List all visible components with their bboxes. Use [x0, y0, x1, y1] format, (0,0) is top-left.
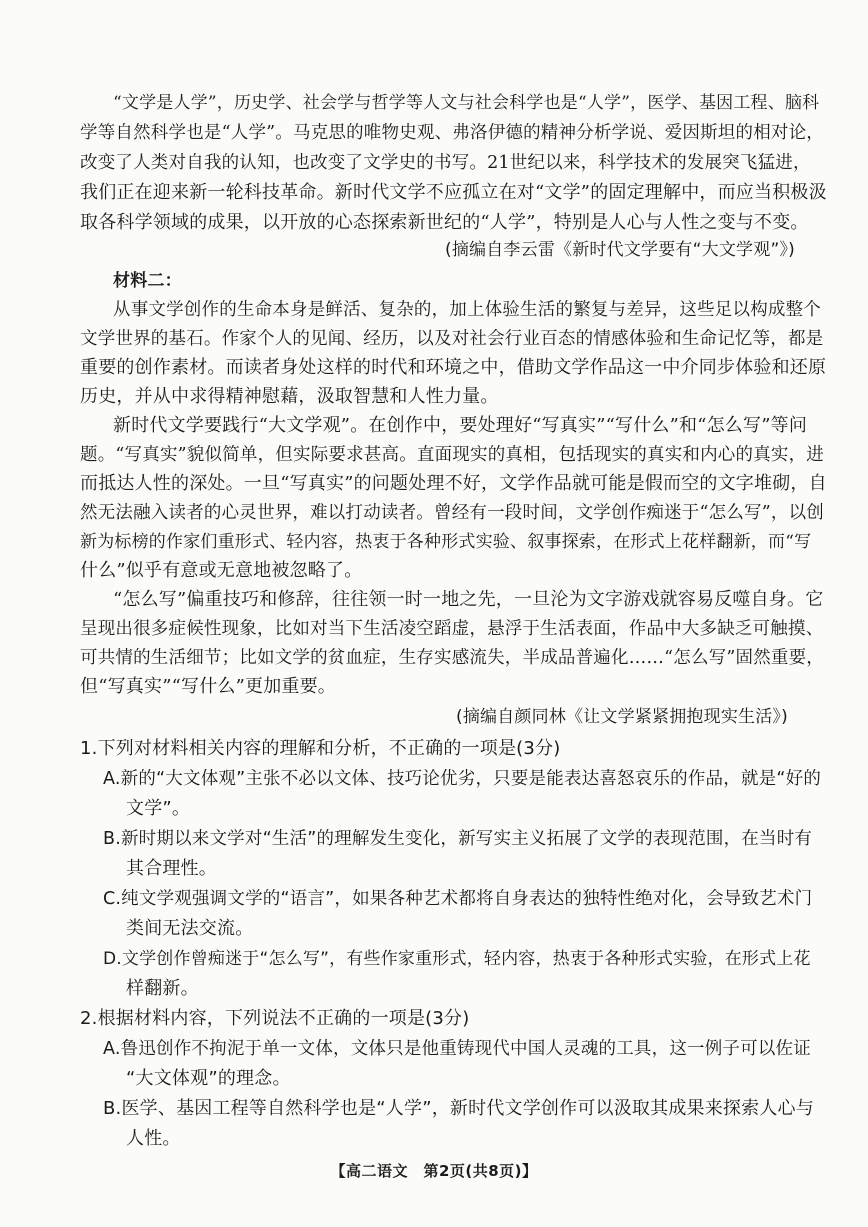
material2-line: 从事文学创作的生命本身是鲜活、复杂的，加上体验生活的繁复与差异，这些足以构成整个: [113, 300, 821, 320]
question-1-option-b: B.新时期以来文学对“生活”的理解发生变化，新写实主义拓展了文学的表现范围，在当时有: [103, 829, 813, 849]
material2-line: 文学世界的基石。作家个人的见闻、经历，以及对社会行业百态的情感体验和生命记忆等，都是: [80, 329, 824, 349]
material2-line: 题。“写真实”貌似简单，但实际要求甚高。直面现实的真相，包括现实的真实和内心的真实，进: [80, 445, 824, 465]
question-1-option-b-cont: 其合理性。: [126, 858, 217, 879]
question-1-option-a: A.新的“大文体观”主张不必以文体、技巧论优劣，只要是能表达喜怒哀乐的作品，就是“好的: [103, 769, 822, 789]
material2-line: 什么”似乎有意或无意地被忽略了。: [80, 560, 363, 581]
material2-line: 重要的创作素材。而读者身处这样的时代和环境之中，借助文学作品这一中介同步体验和还原: [80, 357, 827, 378]
material2-line: “怎么写”偏重技巧和修辞，往往领一时一地之先，一旦沦为文字游戏就容易反噬自身。它: [113, 589, 824, 610]
question-1-option-d-cont: 样翻新。: [126, 978, 199, 999]
question-1-option-d: D.文学创作曾痴迷于“怎么写”，有些作家重形式，轻内容，热衷于各种形式实验，在形式上花: [103, 949, 811, 969]
passage1-line: 取各科学领域的成果，以开放的心态探索新世纪的“人学”，特别是人心与人性之变与不变。: [80, 212, 809, 233]
material2-line: 而抵达人性的深处。一旦“写真实”的问题处理不好，文学作品就可能是假而空的文字堆砌，自: [80, 473, 827, 494]
page-footer: 【高二语文 第2页(共8页)】: [330, 1162, 538, 1180]
material2-line: 新为标榜的作家们重形式、轻内容，热衷于各种形式实验、叙事探索，在形式上花样翻新，而“写: [80, 532, 812, 552]
passage1-line: 学等自然科学也是“人学”。马克思的唯物史观、弗洛伊德的精神分析学说、爱因斯坦的相对论，: [80, 123, 824, 143]
passage1-source: (摘编自李云雷《新时代文学要有“大文学观”》): [445, 240, 795, 260]
question-2-option-b-cont: 人性。: [126, 1128, 181, 1149]
question-1-option-c-cont: 类间无法交流。: [126, 918, 254, 939]
material2-line: 可共情的生活细节；比如文学的贫血症，生存实感流失，半成品普遍化……“怎么写”固然重要，: [80, 648, 824, 668]
question-1-option-a-cont: 文学”。: [126, 798, 191, 819]
question-2-option-a: A.鲁迅创作不拘泥于单一文体，文体只是他重铸现代中国人灵魂的工具，这一例子可以佐证: [103, 1039, 811, 1059]
material2-line: 呈现出很多症候性现象，比如对当下生活凌空蹈虚，悬浮于生活表面，作品中大多缺乏可触摸、: [80, 619, 824, 639]
material2-line: 但“写真实”“写什么”更加重要。: [80, 676, 337, 697]
question-1-option-c: C.纯文学观强调文学的“语言”，如果各种艺术都将自身表达的独特性绝对化，会导致艺术门: [103, 889, 813, 909]
passage1-line: 我们正在迎来新一轮科技革命。新时代文学不应孤立在对“文学”的固定理解中，而应当积极汲: [80, 182, 827, 203]
material2-heading: 材料二：: [113, 271, 182, 291]
material2-line: 历史，并从中求得精神慰藉，汲取智慧和人性力量。: [80, 386, 499, 407]
question-1-stem: 1.下列对材料相关内容的理解和分析，不正确的一项是(3分): [80, 738, 561, 759]
material2-line: 然无法融入读者的心灵世界，难以打动读者。曾经有一段时间，文学创作痴迷于“怎么写”，以创: [80, 503, 824, 523]
material2-source: (摘编自颜同林《让文学紧紧拥抱现实生活》): [456, 707, 788, 727]
passage1-line: “文学是人学”，历史学、社会学与哲学等人文与社会科学也是“人学”，医学、基因工程、脑科: [113, 93, 820, 113]
question-2-option-b: B.医学、基因工程等自然科学也是“人学”，新时代文学创作可以汲取其成果来探索人心与: [103, 1098, 814, 1119]
passage1-line: 改变了人类对自我的认知，也改变了文学史的书写。21世纪以来，科学技术的发展突飞猛进，: [80, 153, 811, 173]
question-2-stem: 2.根据材料内容，下列说法不正确的一项是(3分): [80, 1008, 470, 1029]
material2-line: 新时代文学要践行“大文学观”。在创作中，要处理好“写真实”“写什么”和“怎么写”等问: [113, 415, 808, 436]
question-2-option-a-cont: “大文体观”的理念。: [126, 1068, 291, 1089]
